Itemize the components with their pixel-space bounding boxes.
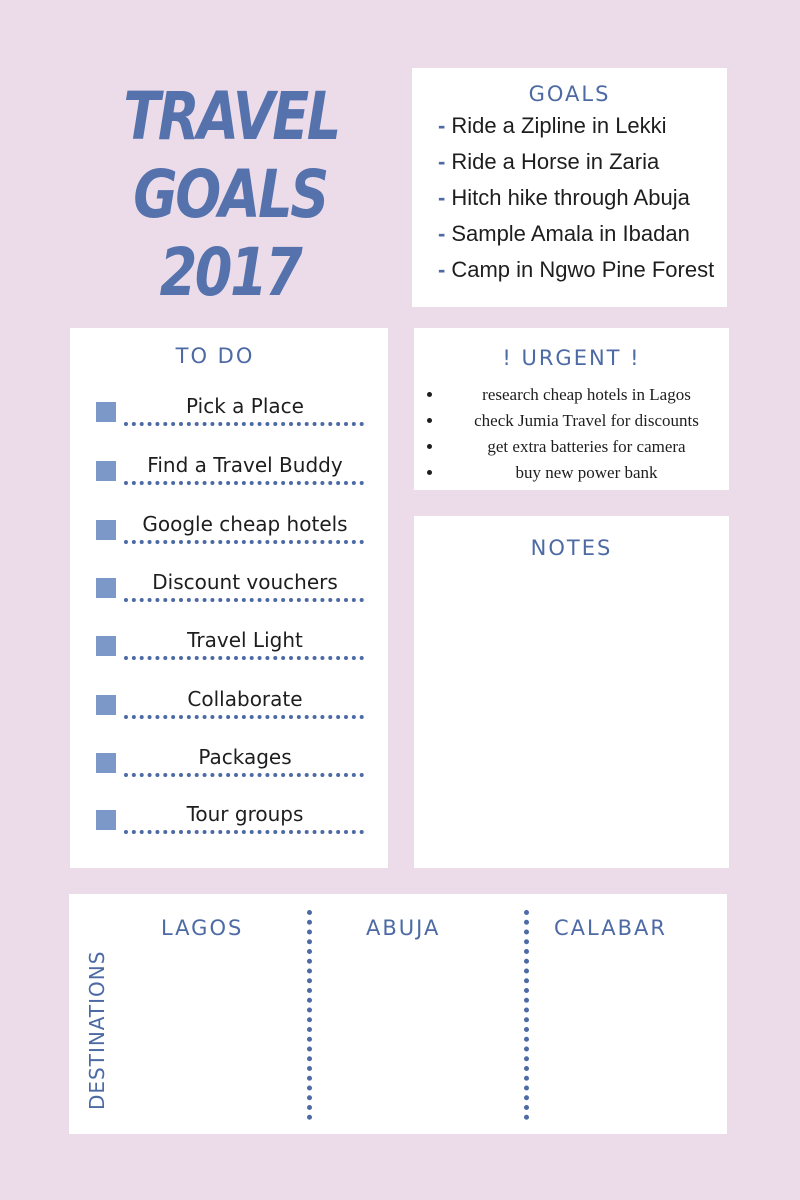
title-line-2: GOALS [133,156,327,233]
notes-card[interactable] [414,516,729,868]
dotted-line [124,540,364,544]
dash-icon: - [438,185,446,210]
checkbox-icon[interactable] [96,520,116,540]
goal-item: - Ride a Horse in Zaria [438,149,660,174]
todo-item[interactable] [96,568,366,608]
urgent-card [414,328,729,490]
dotted-line [124,715,364,719]
todo-label: Google cheap hotels [142,512,348,536]
checkbox-icon[interactable] [96,695,116,715]
dotted-line [124,773,364,777]
checkbox-icon[interactable] [96,810,116,830]
dash-icon: - [438,257,446,282]
dash-icon: - [438,113,446,138]
urgent-item: • research cheap hotels in Lagos [444,382,729,408]
urgent-heading: ! URGENT ! [502,346,641,370]
todo-item[interactable] [96,800,366,840]
checkbox-icon[interactable] [96,578,116,598]
todo-label: Collaborate [187,687,303,711]
checkbox-icon[interactable] [96,402,116,422]
goal-item: - Hitch hike through Abuja [438,185,690,210]
urgent-item: • buy new power bank [444,460,729,486]
dotted-line [124,830,364,834]
dash-icon: - [438,149,446,174]
checkbox-icon[interactable] [96,753,116,773]
goals-card [412,68,727,307]
todo-item[interactable] [96,392,366,432]
dotted-line [124,422,364,426]
dotted-line [124,656,364,660]
todo-item[interactable] [96,451,366,491]
todo-label: Discount vouchers [152,570,338,594]
destination-abuja: ABUJA [366,916,441,940]
goals-list [412,108,727,288]
todo-label: Tour groups [186,802,304,826]
goals-heading: GOALS [528,82,611,106]
page-title [123,78,339,312]
urgent-item: • check Jumia Travel for discounts [444,408,729,434]
todo-label: Find a Travel Buddy [147,453,343,477]
notes-heading: NOTES [530,536,613,560]
todo-card [70,328,388,868]
destinations-card [69,894,727,1134]
dotted-line [124,481,364,485]
urgent-item: • get extra batteries for camera [444,434,729,460]
destinations-label: DESTINATIONS [85,950,109,1110]
todo-item[interactable] [96,743,366,783]
dotted-line [124,598,364,602]
column-divider [307,910,312,1120]
column-divider [524,910,529,1120]
title-line-1: TRAVEL [123,78,339,155]
todo-item[interactable] [96,685,366,725]
todo-item[interactable] [96,510,366,550]
destination-calabar: CALABAR [554,916,667,940]
goal-item: - Ride a Zipline in Lekki [438,113,667,138]
todo-item[interactable] [96,626,366,666]
goal-item: - Camp in Ngwo Pine Forest [438,257,715,282]
dash-icon: - [438,221,446,246]
todo-label: Travel Light [187,628,303,652]
title-line-3: 2017 [159,234,301,311]
checkbox-icon[interactable] [96,461,116,481]
todo-label: Packages [198,745,292,769]
todo-label: Pick a Place [186,394,304,418]
goal-item: - Sample Amala in Ibadan [438,221,690,246]
checkbox-icon[interactable] [96,636,116,656]
urgent-list [414,382,729,486]
todo-heading: TO DO [175,344,255,368]
destination-lagos: LAGOS [161,916,244,940]
